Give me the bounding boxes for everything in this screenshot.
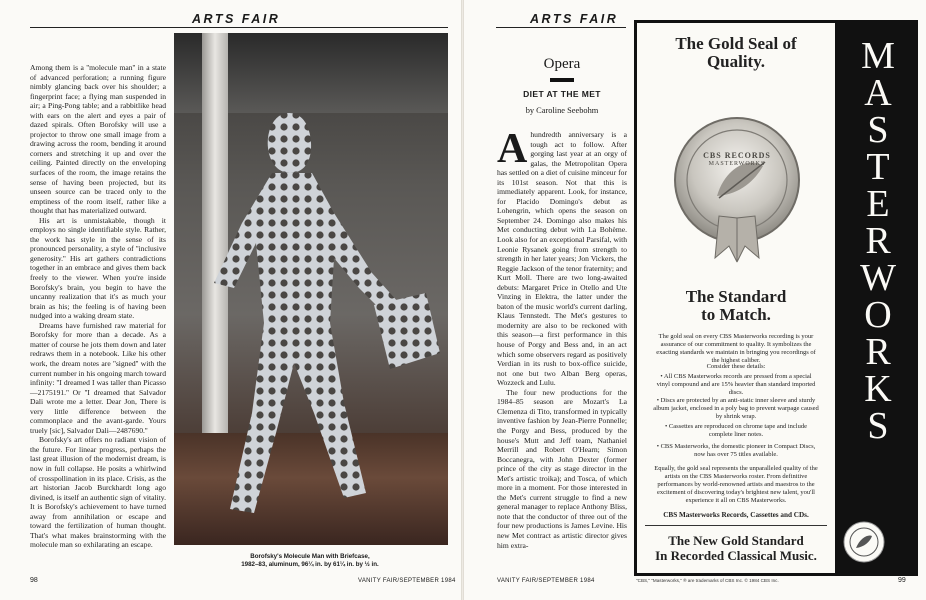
opera-kicker: Opera [543, 56, 581, 72]
ad-bottom-line-1: The New Gold Standard [668, 533, 804, 548]
vertical-letter: M [861, 35, 895, 77]
right-paragraph-1 [497, 126, 627, 388]
seal-sublabel: MASTERWORKS [708, 161, 766, 167]
left-paragraph-3: Dreams have furnished raw material for Borofsky for more than a decade. As a matter of course he jots them down and later redraws them in a notebook. Like his other work, the dream notes are ''signed'' with the current number in his ongoing march toward infinity: ''I dreamed I was taller than Picasso—2175191.'' Or ''I dreamed that Salvador Dali wrote me a letter. Dear Jon, There is very little difference between the commonplace and the avant-garde. Yours truely [sic], Salvador Dali—2487690.'' [30, 320, 166, 435]
ad-title-line-2: Quality. [706, 52, 766, 71]
seal-label: CBS RECORDS [703, 151, 771, 160]
left-paragraph-1: Among them is a ''molecule man'' in a state of advanced perforation; a running figure nimbly glancing back over his shoulder; a fingerprint face; a flying man suspended in air; a Ping-Pong table; and a rabbitlike head with ears on the alert and eyes a pair of dazed spirals. Often Borofsky will use a projector to throw one small image from a drawing across the room, bending it around corners and stretching it up and over the ceiling. Painted directly on the enveloping surfaces of the room, the image retains the sense of having been projected, but its unseen source can be traced only to the emptiness of the room itself, rather like a thought that has materialized outward. [30, 63, 166, 216]
vertical-letter: S [867, 405, 889, 447]
masterworks-vertical-word [838, 20, 918, 576]
right-paragraph-1-text: hundredth anniversary is a tough act to follow. After gorging last year at an orgy of galas, the Metropolitan Opera has settled on a diet of cuisine minceur for its 101st season. Not that this is immediately apparent. Look, for instance, for Placido Domingo's debut as Lohengrin, which opens the season on September 24. Domingo also makes his Met conducting debut with La Bohème. Look also for an exceptional Parsifal, with Leonie Rysanek going from strength to strength in her later years; Jon Vickers, the Reggie Jackson of the tenor fraternity; and Kurt Moll. There are two long-awaited debuts: Margaret Price in Otello and Ute Vinzing in Elektra, the latter under the baton of the music world's current darling, Klaus Tennstedt. The Met's gestures to modernity are also to be reckoned with this season—a first performance in this house of Porgy and Bess and, in an act which some observers regard as positively Verdian in its rush to box-office suicide, not one but two Alban Berg operas, Wozzeck and Lulu. [497, 130, 627, 388]
ad-bullet-4: • CBS Masterworks, the domestic pioneer in Compact Discs, now has over 75 titles available. [656, 443, 816, 458]
molecule-man-photo [174, 33, 448, 545]
left-footer: VANITY FAIR/SEPTEMBER 1984 [358, 578, 456, 584]
ad-bullet-3: • Cassettes are reproduced on chrome tape and include complete liner notes. [665, 423, 807, 438]
ad-standard-heading [637, 288, 835, 324]
ad-trademark-footnote: "CBS," "Masterworks," ® are trademarks of CBS Inc. © 1984 CBS Inc. [636, 578, 779, 583]
ad-standard-line-1: The Standard [685, 287, 787, 306]
ad-consider: Consider these details: [706, 363, 766, 370]
right-section-head: ARTS FAIR [530, 12, 619, 26]
ad-bottom-line-2: In Recorded Classical Music. [655, 548, 817, 563]
left-article-column [30, 63, 166, 550]
ad-body-text: The gold seal on every CBS Masterworks recording is your assurance of our commitment to quality. It symbolizes the exacting standards we maintain in bringing you recordings of the highest caliber. [656, 333, 816, 364]
ad-bullet-1: • All CBS Masterworks records are pressed from a special vinyl compound and are 15% heavier than standard imported discs. [656, 373, 816, 396]
vertical-letter: W [860, 257, 896, 299]
left-paragraph-2: His art is unmistakable, though it employs no single identifiable style. Rather, the work has style in the sense of its pronounced personality, a style of ''inclusive generosity.'' His art gathers contradictions together in an embrace and gives them back freely to the viewer. When you're inside Borofsky's brain, you begin to have the uncanny realization that it's as much your brain as his; the feeling is of having been nudged into a waking dream state. [30, 215, 166, 321]
photo-caption [235, 553, 385, 568]
vertical-letter: K [864, 368, 892, 410]
article-headline: DIET AT THE MET [523, 89, 601, 99]
masterworks-emblem-icon [842, 520, 886, 564]
ad-closing: Equally, the gold seal represents the unparalleled quality of the artists on the CBS Masterworks roster. From definitive performances by world-renowned artists and maestros to the excitement of discovering today's brightest new talent, you'll experience it all on CBS Masterworks. [654, 465, 818, 504]
ad-bottom-heading [637, 533, 835, 563]
ad-divider [645, 525, 827, 526]
ad-standard-line-2: to Match. [701, 305, 771, 324]
ad-panel [637, 23, 835, 573]
molecule-man-sculpture [194, 73, 444, 533]
drop-cap: A [497, 126, 528, 172]
vertical-letter: A [864, 72, 892, 114]
vertical-letter: T [866, 146, 890, 188]
caption-line-1: Borofsky's Molecule Man with Briefcase, [250, 553, 370, 560]
right-footer: VANITY FAIR/SEPTEMBER 1984 [497, 578, 595, 584]
vertical-letter: E [866, 183, 890, 225]
left-folio: 98 [30, 577, 38, 584]
right-paragraph-2: The four new productions for the 1984–85 season are Mozart's La Clemenza di Tito, transformed in typically inventive fashion by Jean-Pierre Ponnelle; the Porgy and Bess, produced by the house's Mutt and Jeff team, Nathaniel Merrill and Robert O'Hearn; Simon Boccanegra, with John Dexter (former prince of the city as stage director in the Met's artistic troika); and Tosca, of which more in a moment. For those interested in the Met's current struggle to find a new general manager to replace Anthony Bliss, note that the conductor of three out of the four new productions is James Levine. His new Met contract as artistic director gives him extra- [497, 387, 627, 550]
vertical-letter: S [867, 109, 889, 151]
right-article-column [497, 126, 627, 550]
left-section-head: ARTS FAIR [192, 12, 281, 26]
left-head-rule [30, 27, 448, 28]
vertical-letter: O [864, 294, 892, 336]
ad-tagline: CBS Masterworks Records, Cassettes and CDs. [663, 511, 809, 519]
left-paragraph-4: Borofsky's art offers no radiant vision of the future. For linear progress, perhaps the last great illusion of the modernist dream, is now in full collapse. He posits a whirlwind of crosspollination in its place. Crisis, as the art historian Jacob Burckhardt long ago divined, is itself an authentic sign of vitality. It is Borofsky's achievement to have turned away from annihilation or escape and toward the fertilization of human thought. That's what makes brainstorming with the molecule man so exhilarating an escape. [30, 435, 166, 550]
caption-line-2: 1982–83, aluminum, 96¼ in. by 61¼ in. by ½ in. [241, 560, 379, 568]
ad-title-line-1: The Gold Seal of [675, 34, 797, 53]
gold-seal-icon [667, 108, 807, 268]
ad-title [637, 35, 835, 71]
vertical-letter: R [865, 220, 891, 262]
ad-bullet-2: • Discs are protected by an anti-static inner sleeve and sturdy album jacket, enclosed in a poly bag to prevent warpage caused by shrink wrap. [653, 397, 819, 420]
kicker-bar [550, 78, 574, 82]
vertical-letter: R [865, 331, 891, 373]
cbs-masterworks-ad [634, 20, 918, 576]
right-head-rule [496, 27, 626, 28]
right-folio: 99 [898, 577, 906, 584]
article-byline: by Caroline Seebohm [525, 106, 599, 115]
